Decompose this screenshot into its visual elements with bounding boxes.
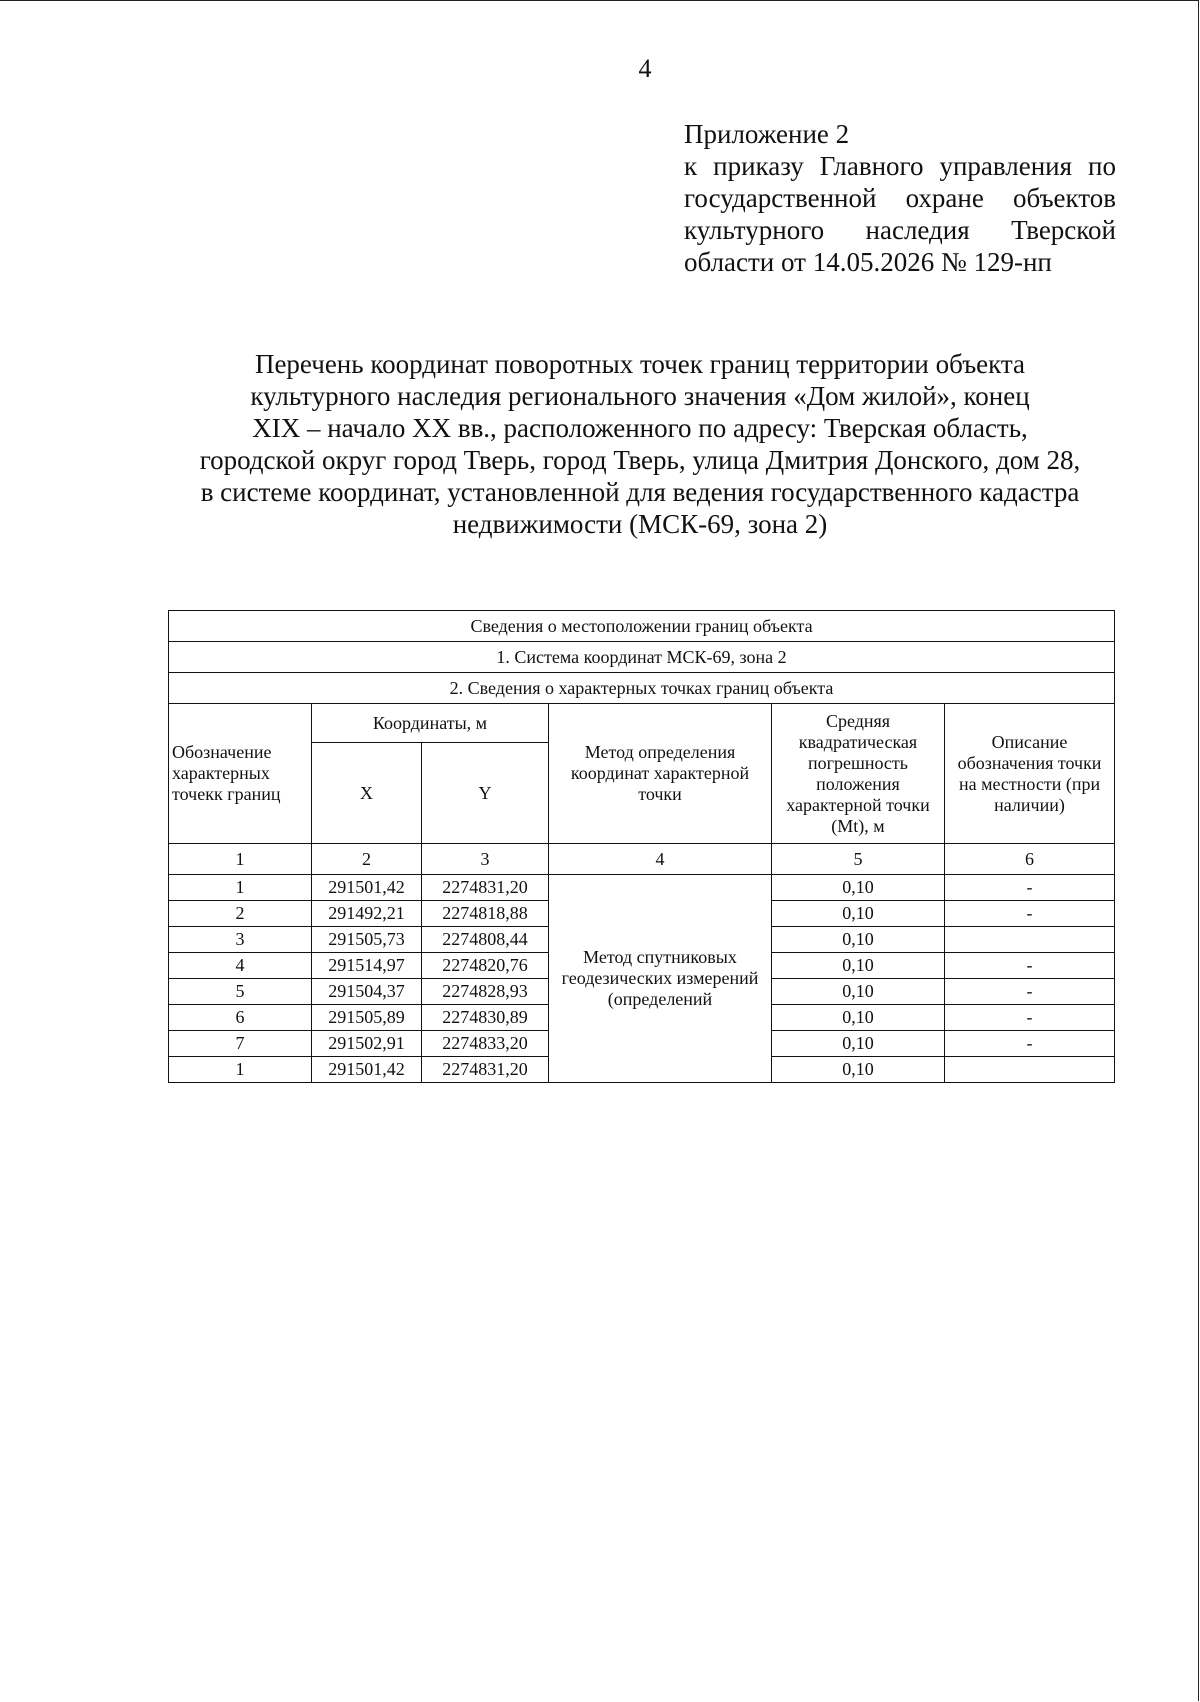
x-cell: 291505,89 <box>312 1005 422 1031</box>
description-cell <box>945 1057 1115 1083</box>
heading-line: культурного наследия регионального значения «Дом жилой», конец <box>250 381 1030 411</box>
column-number: 4 <box>549 844 772 875</box>
column-header-method: Метод определения координат характерной точки <box>549 704 772 844</box>
x-cell: 291504,37 <box>312 979 422 1005</box>
x-cell: 291505,73 <box>312 927 422 953</box>
y-cell: 2274808,44 <box>422 927 549 953</box>
point-cell: 1 <box>169 875 312 901</box>
page-number: 4 <box>638 54 652 83</box>
appendix-title: Приложение 2 <box>684 119 850 149</box>
appendix-block <box>684 118 1116 278</box>
column-number: 5 <box>772 844 945 875</box>
table-banner-location: Сведения о местоположении границ объекта <box>169 611 1115 642</box>
error-cell: 0,10 <box>772 1005 945 1031</box>
x-cell: 291492,21 <box>312 901 422 927</box>
description-cell: - <box>945 979 1115 1005</box>
document-heading <box>160 348 1120 540</box>
y-cell: 2274818,88 <box>422 901 549 927</box>
table-row <box>169 875 1115 901</box>
description-cell: - <box>945 1031 1115 1057</box>
y-cell: 2274828,93 <box>422 979 549 1005</box>
y-cell: 2274831,20 <box>422 1057 549 1083</box>
error-cell: 0,10 <box>772 875 945 901</box>
y-cell: 2274820,76 <box>422 953 549 979</box>
column-header-description: Описание обозначения точки на местности (при наличии) <box>945 704 1115 844</box>
appendix-line: культурного наследия Тверской <box>684 215 1116 245</box>
y-cell: 2274831,20 <box>422 875 549 901</box>
error-cell: 0,10 <box>772 979 945 1005</box>
column-header-x: X <box>312 743 422 844</box>
point-cell: 6 <box>169 1005 312 1031</box>
column-number: 2 <box>312 844 422 875</box>
column-number: 1 <box>169 844 312 875</box>
x-cell: 291502,91 <box>312 1031 422 1057</box>
appendix-line: области от 14.05.2026 № 129-нп <box>684 247 1052 277</box>
column-number: 6 <box>945 844 1115 875</box>
y-cell: 2274833,20 <box>422 1031 549 1057</box>
point-cell: 5 <box>169 979 312 1005</box>
heading-line: недвижимости (МСК-69, зона 2) <box>452 509 828 539</box>
error-cell: 0,10 <box>772 1031 945 1057</box>
point-cell: 4 <box>169 953 312 979</box>
point-cell: 7 <box>169 1031 312 1057</box>
description-cell: - <box>945 875 1115 901</box>
heading-line: городской округ город Тверь, город Тверь, улица Дмитрия Донского, дом 28, <box>199 445 1081 475</box>
appendix-line: к приказу Главного управления по <box>684 151 1116 181</box>
column-header-coordinates: Координаты, м <box>312 704 549 743</box>
point-cell: 2 <box>169 901 312 927</box>
column-header-error: Средняя квадратическая погрешность положения характерной точки (Mt), м <box>772 704 945 844</box>
appendix-line: государственной охране объектов <box>684 183 1116 213</box>
error-cell: 0,10 <box>772 901 945 927</box>
column-header-y: Y <box>422 743 549 844</box>
x-cell: 291514,97 <box>312 953 422 979</box>
error-cell: 0,10 <box>772 1057 945 1083</box>
x-cell: 291501,42 <box>312 875 422 901</box>
table-banner-characteristic-points: 2. Сведения о характерных точках границ объекта <box>169 673 1115 704</box>
heading-line: XIX – начало XX вв., расположенного по адресу: Тверская область, <box>252 413 1028 443</box>
description-cell: - <box>945 901 1115 927</box>
x-cell: 291501,42 <box>312 1057 422 1083</box>
column-header-designation: Обозначение характерных точекк границ <box>169 704 312 844</box>
heading-line: Перечень координат поворотных точек границ территории объекта <box>254 349 1026 379</box>
description-cell: - <box>945 953 1115 979</box>
y-cell: 2274830,89 <box>422 1005 549 1031</box>
error-cell: 0,10 <box>772 953 945 979</box>
table-banner-coordinate-system: 1. Система координат МСК-69, зона 2 <box>169 642 1115 673</box>
description-cell: - <box>945 1005 1115 1031</box>
column-number: 3 <box>422 844 549 875</box>
description-cell <box>945 927 1115 953</box>
heading-line: в системе координат, установленной для ведения государственного кадастра <box>200 477 1080 507</box>
method-cell: Метод спутниковых геодезических измерений (определений <box>549 875 772 1083</box>
point-cell: 1 <box>169 1057 312 1083</box>
point-cell: 3 <box>169 927 312 953</box>
error-cell: 0,10 <box>772 927 945 953</box>
coordinates-table <box>168 610 1115 1083</box>
